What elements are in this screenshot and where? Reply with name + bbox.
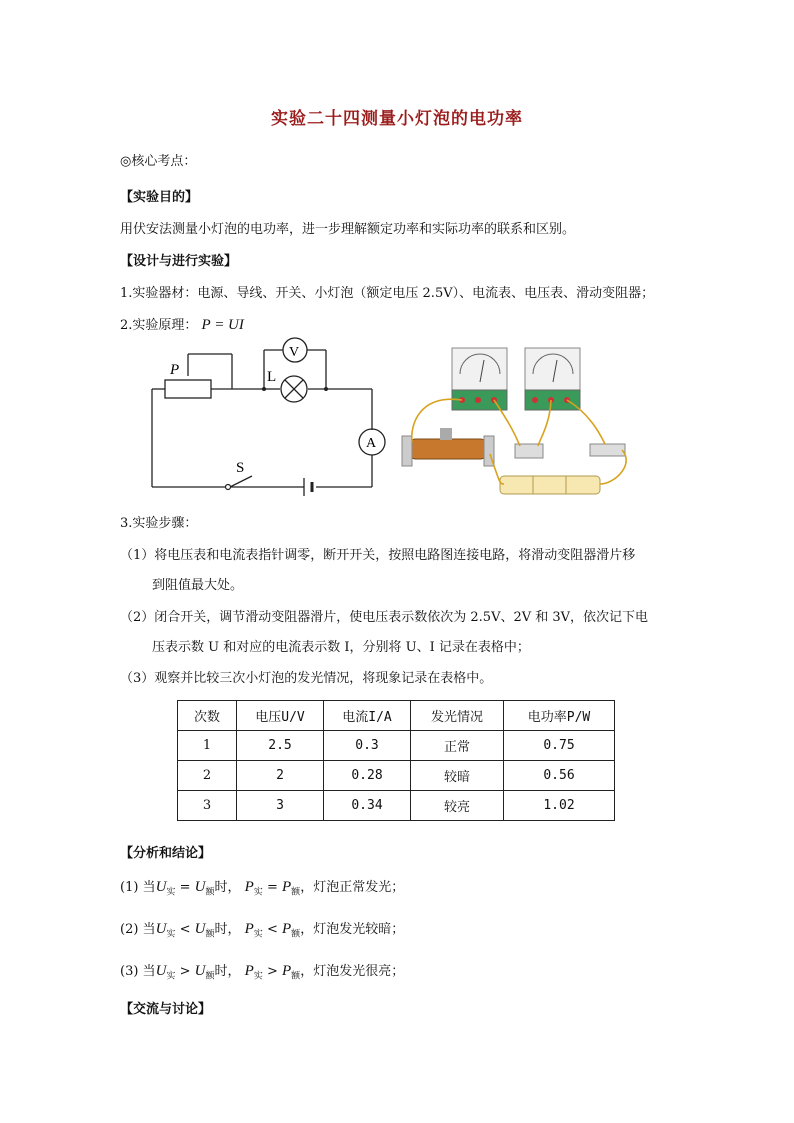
step1-line1: （1）将电压表和电流表指针调零，断开开关，按照电路图连接电路，将滑动变阻器滑片移 (120, 548, 636, 563)
table-cell: 0.56 (504, 761, 615, 791)
table-header-row (178, 701, 615, 731)
page-title: 实验二十四测量小灯泡的电功率 (271, 109, 523, 129)
table-row (178, 731, 615, 761)
analysis-heading: 【分析和结论】 (120, 846, 212, 861)
table-cell: 正常 (411, 731, 504, 761)
table-cell: 1.02 (504, 791, 615, 821)
discussion-heading: 【交流与讨论】 (120, 1002, 212, 1017)
core-points-label: ◎核心考点： (120, 154, 197, 169)
design-heading: 【设计与进行实验】 (120, 254, 238, 269)
voltmeter-label: V (289, 345, 300, 360)
results-table (177, 700, 615, 821)
table-cell: 较暗 (411, 761, 504, 791)
table-header: 发光情况 (411, 701, 504, 731)
step1-line2: 到阻值最大处。 (152, 578, 244, 593)
table-header: 电流I/A (324, 701, 411, 731)
table-cell: 0.28 (324, 761, 411, 791)
ammeter-label: A (366, 436, 377, 451)
table-header: 电功率P/W (504, 701, 615, 731)
principle-line (120, 314, 244, 334)
step2-line1: （2）闭合开关，调节滑动变阻器滑片，使电压表示数依次为 2.5V、2V 和 3V，依次记下电 (120, 610, 649, 625)
table-header: 次数 (178, 701, 237, 731)
conclusion-line-3: (3) 当$U_实 > U_额$时， $P_实 > P_额$，灯泡发光很亮； (120, 963, 405, 982)
table-cell: 0.75 (504, 731, 615, 761)
rheostat-apparatus (402, 428, 494, 466)
conclusion-line-2: (2) 当$U_实 < U_额$时， $P_实 < P_额$，灯泡发光较暗； (120, 921, 405, 940)
principle-formula: P = UI (201, 317, 244, 333)
principle-label: 2.实验原理： (120, 318, 198, 333)
switch-label: S (236, 460, 245, 476)
table-cell: 2.5 (237, 731, 324, 761)
step2-line2: 压表示数 U 和对应的电流表示数 I，分别将 U、I 记录在表格中； (152, 640, 530, 655)
purpose-text: 用伏安法测量小灯泡的电功率，进一步理解额定功率和实际功率的联系和区别。 (120, 222, 576, 237)
voltmeter-apparatus (452, 348, 507, 410)
switch-apparatus (590, 444, 625, 456)
table-cell: 3 (237, 791, 324, 821)
lamp-label: L (267, 369, 277, 385)
table-cell: 0.34 (324, 791, 411, 821)
apparatus-illustration (400, 344, 645, 504)
table-cell: 较亮 (411, 791, 504, 821)
table-cell: 2 (178, 761, 237, 791)
battery-apparatus (500, 476, 600, 494)
table-cell: 3 (178, 791, 237, 821)
equipment-text: 1.实验器材：电源、导线、开关、小灯泡（额定电压 2.5V）、电流表、电压表、滑动变阻器； (120, 286, 655, 301)
rheostat-symbol (165, 380, 211, 398)
ammeter-apparatus (525, 348, 580, 410)
switch-symbol (230, 476, 252, 487)
table-cell: 1 (178, 731, 237, 761)
table-row (178, 791, 615, 821)
step3-text: （3）观察并比较三次小灯泡的发光情况，将现象记录在表格中。 (120, 671, 493, 686)
table-cell: 0.3 (324, 731, 411, 761)
conclusion-line-1: (1) 当$U_实 = U_额$时， $P_实 = P_额$，灯泡正常发光； (120, 879, 405, 898)
circuit-diagram (140, 334, 390, 504)
table-header: 电压U/V (237, 701, 324, 731)
table-row (178, 761, 615, 791)
rheostat-label: P (170, 362, 180, 378)
table-cell: 2 (237, 761, 324, 791)
steps-label: 3.实验步骤： (120, 516, 198, 531)
purpose-heading: 【实验目的】 (120, 190, 199, 205)
